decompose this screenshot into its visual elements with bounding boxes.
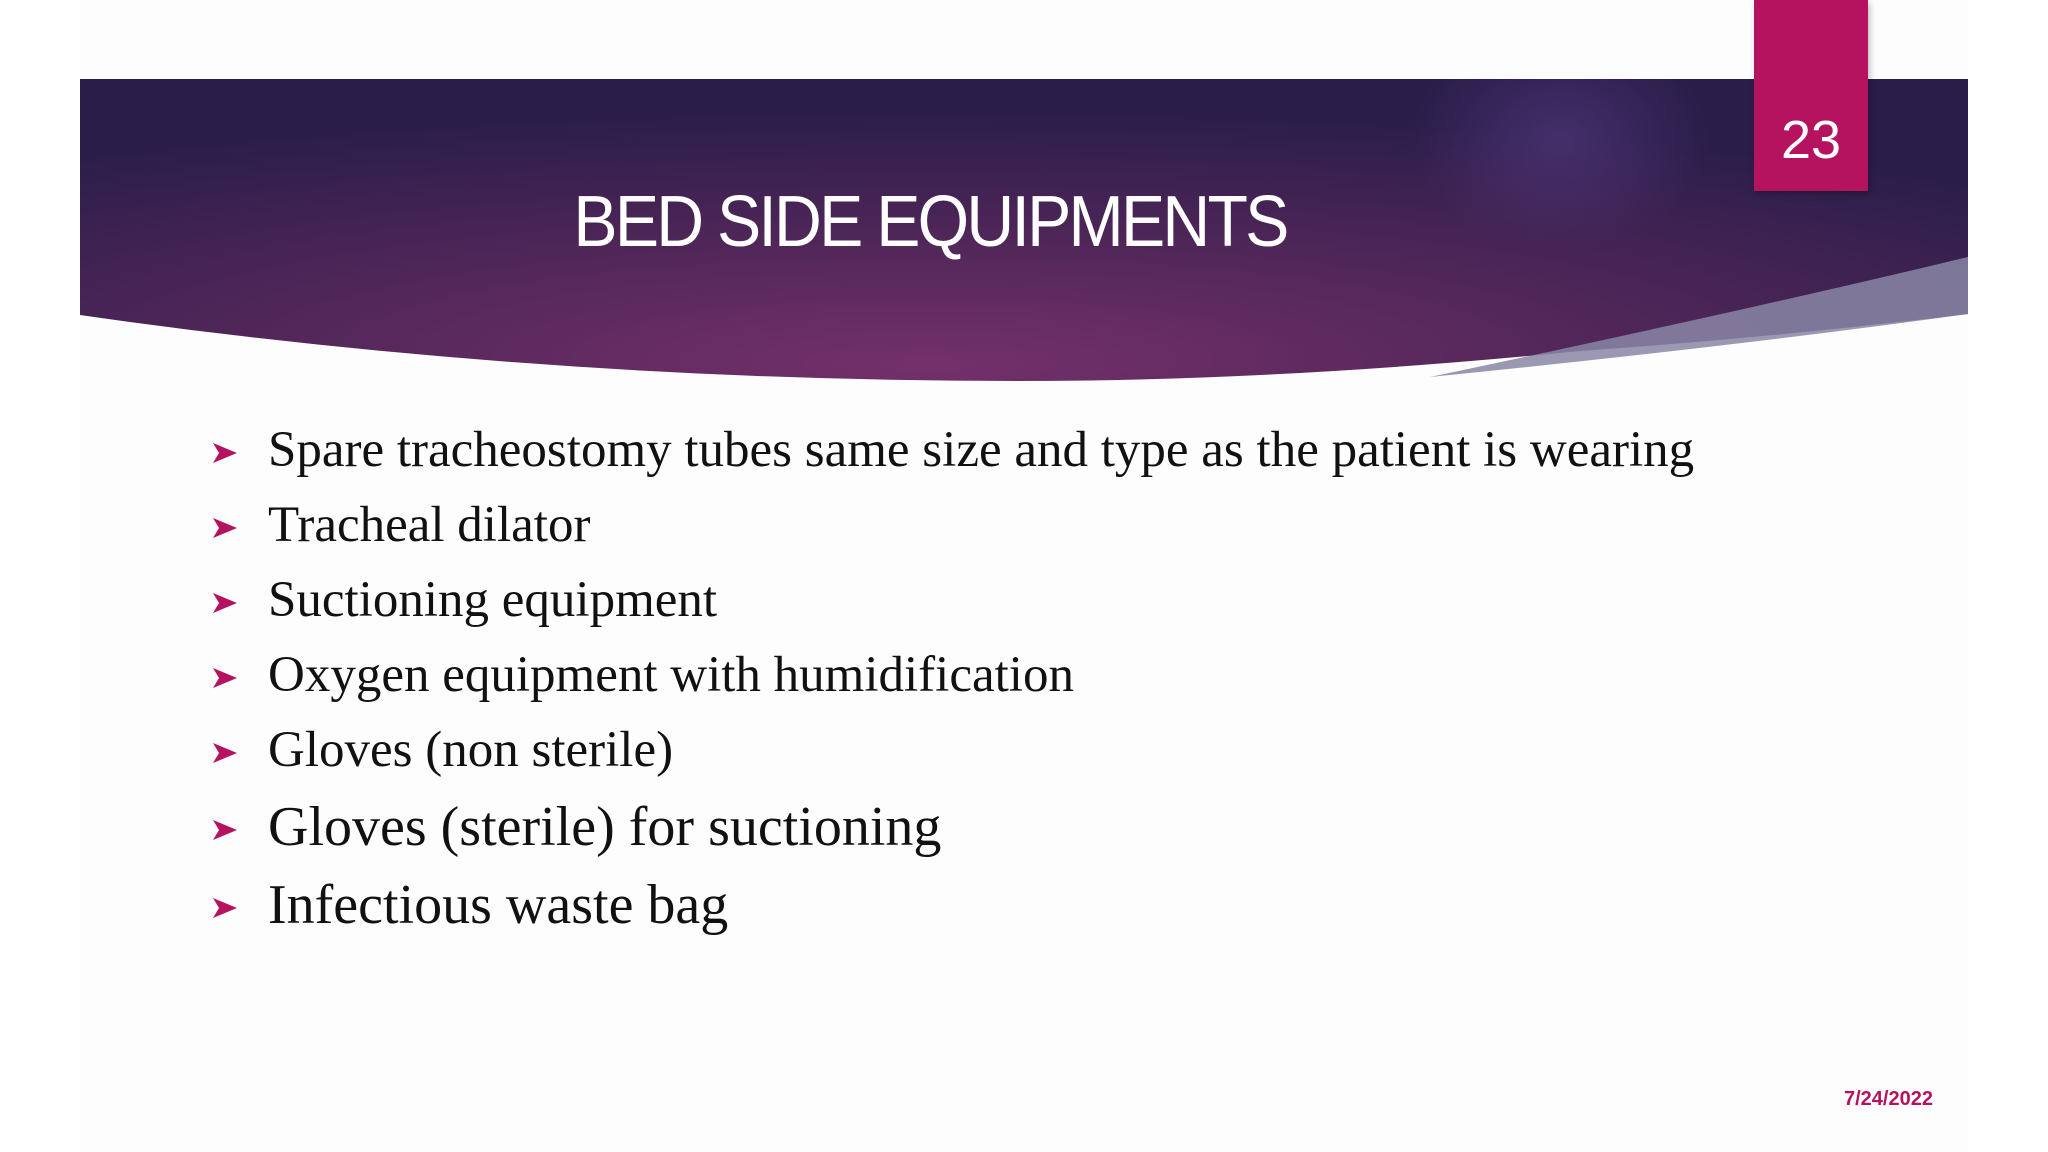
bullet-item	[210, 574, 1810, 626]
slide	[80, 0, 1968, 1152]
bullet-list	[210, 424, 1810, 955]
arrow-bullet-icon	[210, 515, 240, 541]
arrow-bullet-icon	[210, 817, 240, 843]
bullet-text: Suctioning equipment	[268, 572, 718, 628]
bullet-item	[210, 424, 1810, 476]
bullet-item	[210, 649, 1810, 701]
arrow-bullet-icon	[210, 740, 240, 766]
arrow-bullet-icon	[210, 440, 240, 466]
arrow-bullet-icon	[210, 895, 240, 921]
bullet-text: Gloves (sterile) for suctioning	[268, 796, 942, 858]
slide-date: 7/24/2022	[1844, 1088, 1933, 1110]
page-number: 23	[1780, 110, 1842, 170]
page-number-tab	[1754, 0, 1868, 191]
bullet-item	[210, 874, 1810, 936]
slide-title: BED SIDE EQUIPMENTS	[573, 182, 1287, 262]
arrow-bullet-icon	[210, 665, 240, 691]
bullet-item	[210, 499, 1810, 551]
bullet-text: Spare tracheostomy tubes same size and type as the patient is wearing	[268, 422, 1695, 478]
bullet-item	[210, 724, 1810, 776]
bullet-text: Infectious waste bag	[268, 874, 729, 936]
bullet-text: Oxygen equipment with humidification	[268, 647, 1074, 703]
bullet-item	[210, 796, 1810, 858]
bullet-text: Tracheal dilator	[268, 497, 591, 553]
bullet-text: Gloves (non sterile)	[268, 722, 674, 778]
arrow-bullet-icon	[210, 590, 240, 616]
